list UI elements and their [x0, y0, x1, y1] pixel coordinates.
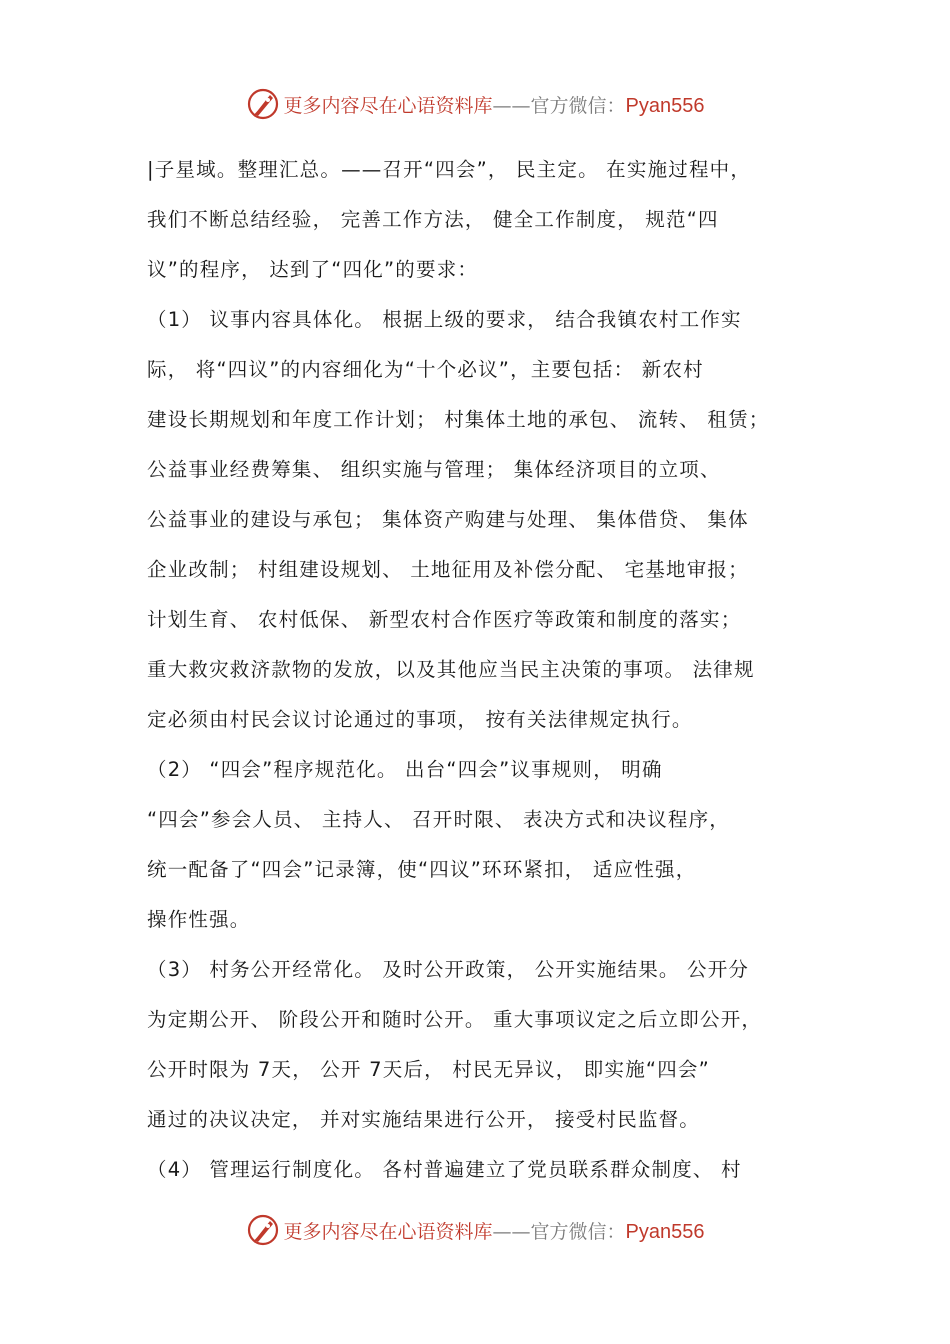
- banner-wechat-id: Pyan556: [625, 94, 705, 117]
- quill-pen-logo-icon: [246, 87, 280, 121]
- text-line: 操作性强。: [147, 908, 251, 931]
- text-line: 企业改制； 村组建设规划、 土地征用及补偿分配、 宅基地审报；: [147, 558, 749, 581]
- text-line: “四会”参会人员、 主持人、 召开时限、 表决方式和决议程序，: [147, 808, 731, 831]
- text-line: 统一配备了“四会”记录簿，使“四议”环环紧扣， 适应性强，: [147, 858, 697, 881]
- document-body: [147, 145, 847, 1195]
- text-line: 我们不断总结经验， 完善工作方法， 健全工作制度， 规范“四: [147, 208, 719, 231]
- text-line: （3） 村务公开经常化。 及时公开政策， 公开实施结果。 公开分: [147, 958, 750, 981]
- text-line: 公益事业经费筹集、 组织实施与管理； 集体经济项目的立项、: [147, 458, 721, 481]
- banner-main-text: 更多内容尽在心语资料库: [283, 1220, 493, 1243]
- banner-dash: ——: [492, 94, 531, 117]
- text-line: 计划生育、 农村低保、 新型农村合作医疗等政策和制度的落实；: [147, 608, 742, 631]
- text-line: 重大救灾救济款物的发放，以及其他应当民主决策的事项。 法律规: [147, 658, 755, 681]
- text-line: 公开时限为 7天， 公开 7天后， 村民无异议， 即实施“四会”: [147, 1058, 710, 1081]
- banner-text: [284, 91, 705, 118]
- quill-pen-logo-icon: [246, 1213, 280, 1247]
- banner-wechat-label: 官方微信：: [530, 1220, 626, 1243]
- text-line: 为定期公开、 阶段公开和随时公开。 重大事项议定之后立即公开，: [147, 1008, 763, 1031]
- banner-main-text: 更多内容尽在心语资料库: [283, 94, 493, 117]
- banner-dash: ——: [492, 1220, 531, 1243]
- text-line: 定必须由村民会议讨论通过的事项， 按有关法律规定执行。: [147, 708, 693, 731]
- text-line: 通过的决议决定， 并对实施结果进行公开， 接受村民监督。: [147, 1108, 700, 1131]
- text-line: 建设长期规划和年度工作计划； 村集体土地的承包、 流转、 租赁；: [147, 408, 770, 431]
- header-banner: [0, 82, 950, 126]
- text-line: |子星域。整理汇总。——召开“四会”， 民主定。 在实施过程中，: [147, 158, 752, 181]
- text-line: （2） “四会”程序规范化。 出台“四会”议事规则， 明确: [147, 758, 663, 781]
- banner-wechat-id: Pyan556: [625, 1220, 705, 1243]
- banner-text: [284, 1217, 705, 1244]
- footer-banner: [0, 1208, 950, 1252]
- text-line: （4） 管理运行制度化。 各村普遍建立了党员联系群众制度、 村: [147, 1158, 742, 1181]
- text-line: 议”的程序， 达到了“四化”的要求：: [147, 258, 479, 281]
- text-line: （1） 议事内容具体化。 根据上级的要求， 结合我镇农村工作实: [147, 308, 742, 331]
- banner-wechat-label: 官方微信：: [530, 94, 626, 117]
- text-line: 公益事业的建设与承包； 集体资产购建与处理、 集体借贷、 集体: [147, 508, 749, 531]
- text-line: 际， 将“四议”的内容细化为“十个必议”，主要包括： 新农村: [147, 358, 704, 381]
